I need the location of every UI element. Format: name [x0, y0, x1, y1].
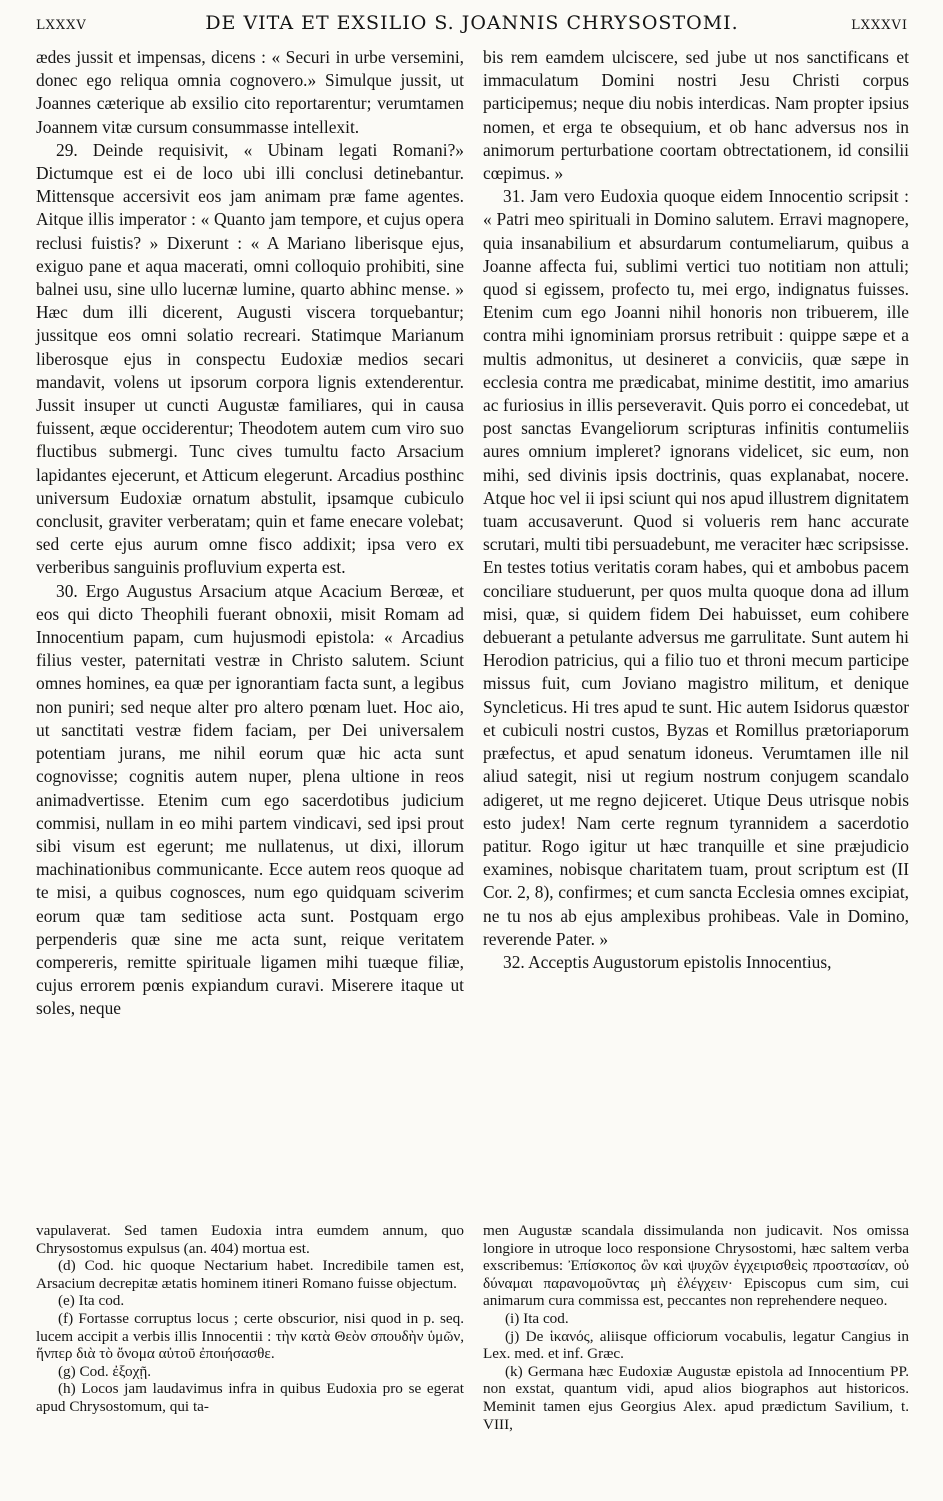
footnote-k: (k) Germana hæc Eudoxiæ Augustæ epistola ad Innocentium PP. non exstat, quantum vidi, apud alios biographos aut historicos. Meminit tamen ejus Georgius Alex. apud prædictum Savilium, t. VIII,: [483, 1362, 909, 1433]
paragraph-31: 31. Jam vero Eudoxia quoque eidem Innocentio scripsit : « Patri meo spirituali in Domino salutem. Erravi magnopere, quia insanabilium et absurdarum contumeliarum, quibus a Joanne affecta fui, sublimi vertici tuo notitiam non attuli; quod si egissem, profecto tu, mei ergo, indignatus fuisses. Etenim cum ego Joanni nihil honoris non tribuerem, ille contra mihi ignominiam prorsus retribuit : quippe sæpe et a multis admonitus, ut desineret a conviciis, quæ sæpe in ecclesia contra me prædicabat, minime destitit, imo amarius ac furiosius in illis perseveravit. Quis porro ei concedebat, ut post sanctas Evangeliorum scripturas infinitis contumeliis aures omnium impleret? ignorans videlicet, sic eum, non mihi, sed divinis ipsis doctrinis, quas explanabat, nocere. Atque hoc vel ii ipsi sciunt qui nos apud illustrem dignitatem tuam accusaverunt. Quod si volueris rem hanc accurate scrutari, multi tibi persuadebunt, me veraciter hæc scripsisse. En testes totius veritatis coram habes, qui et ambobus pacem conciliare studuerunt, per quos multa quoque dona ad illum misi, quæ, si quidem fidem Dei habuisset, eum cohibere debuerant a petulante adversus me garrulitate. Sunt autem hi Herodion patricius, qui a filio tuo et throni mecum participe missus fuit, cum Joviano magistro militum, et denique Syncleticus. Hi tres apud te sunt. Hic autem Isidorus quæstor et cubiculi nostri custos, Byzas et Romillus prætoriaporum præfectus, et apud senatum idoneus. Verumtamen ille nil aliud sategit, nisi ut regium nostrum conjugem scandalo adigeret, ut me regno dejiceret. Utique Deus utrisque nobis esto judex! Nam certe regnum tyrannidem a sacerdotio patitur. Rogo igitur ut hæc tranquille et sine præjudicio examines, nobisque charitatem tuam, prout scriptum est (II Cor. 2, 8), confirmes; et cum sancta Ecclesia omnes excipiat, ne tu nos ab ejus amplexibus prohibeas. Vale in Domino, reverende Pater. »: [483, 186, 909, 949]
paragraph-continued: ædes jussit et impensas, dicens : « Securi in urbe versemini, donec ego reliqua omnia cognovero.» Simulque jussit, ut Joannes cæterique ab exsilio cito reportarentur; verumtamen Joannem vitæ cursum consummasse intellexit.: [36, 47, 464, 137]
right-footnotes: [483, 1222, 909, 1433]
paragraph-32: 32. Acceptis Augustorum epistolis Innocentius,: [503, 951, 832, 972]
footnote-g: (g) Cod. ἐξοχῇ.: [58, 1362, 152, 1380]
paragraph-continued: bis rem eamdem ulciscere, sed jube ut nos sanctificans et immaculatum Domini nostri Jesu Christi corpus participemus; neque diu nobis interdicas. Nam propter ipsius nomen, et erga te obsequium, et ob hanc adversus nos in animorum perturbatione coortam obtrectationem, id consilii cœpimus. »: [483, 47, 909, 184]
footnote-f: (f) Fortasse corruptus locus ; certe obscurior, nisi quod in p. seq. lucem accipit a verbis illis Innocentii : τὴν κατὰ Θεὸν σπουδὴν ὑμῶν, ἥνπερ διὰ τὸ ὄνομα αὐτοῦ ἐποιήσασθε.: [36, 1309, 464, 1363]
running-header: [36, 8, 908, 46]
footnote-j: (j) De ἱκανός, aliisque officiorum vocabulis, legatur Cangius in Lex. med. et inf. Græc.: [483, 1327, 909, 1363]
footnote-continued: vapulaverat. Sed tamen Eudoxia intra eumdem annum, quo Chrysostomus expulsus (an. 404) mortua est.: [36, 1222, 464, 1257]
paragraph-29: 29. Deinde requisivit, « Ubinam legati Romani?» Dictumque est ei de loco ubi illi conclusi detinebantur. Mittensque accersivit eos jam animam præ fame agentes. Aitque illis imperator : « Quanto jam tempore, et cujus opera reclusi fuistis? » Dixerunt : « A Mariano liberisque ejus, exiguo pane et aqua macerati, omni colloquio prohibiti, sine balnei usu, sine ullo lucernæ lumine, quarto abhinc mense. » Hæc dum illi dicerent, Augusti viscera torquebantur; jussitque eos omni solatio recreari. Statimque Marianum liberosque ejus in conspectu Eudoxiæ medios secari mandavit, volens ut ipsorum corpora lignis extenderentur. Jussit insuper ut cuncti Augustæ familiares, qui in causa fuissent, æque occiderentur; Theodotem autem cum viro suo fluctibus submergi. Tunc cives tumultu facto Arsacium lapidantes ejecerunt, et Atticum elegerunt. Arcadius posthinc universum Eudoxiæ ornatum abstulit, ipsamque cubiculo conclusit, graviter verberatam; quin et fame enecare volebat; sed certe ejus aurum omne fisco addixit; ipsa vero ex verberibus sanguinis profluvium experta est.: [36, 139, 464, 578]
footnote-h: (h) Locos jam laudavimus infra in quibus Eudoxia pro se egerat apud Chrysostomum, qui ta-: [36, 1380, 464, 1415]
right-main-column: [483, 46, 909, 974]
footnote-i: (i) Ita cod.: [505, 1309, 569, 1327]
left-main-column: [36, 46, 464, 1021]
paragraph-30: 30. Ergo Augustus Arsacium atque Acacium Berœæ, et eos qui dicto Theophili fuerant obnoxii, misit Romam ad Innocentium papam, cum hujusmodi epistola: « Arcadius filius vester, paternitati vestræ in Christo salutem. Sciunt omnes homines, ea quæ per ignorantiam facta sunt, a legibus non puniri; sed neque alter pro altero pœnam luet. Hoc aio, ut sanctitati vestræ fidem faciam, per Dei universalem potentiam jurans, me nihil eorum quæ hic acta sunt cognovisse; cognitis autem nuper, plena ultione in reos animadvertisse. Etenim cum ego sacerdotibus judicium commisi, nullam in eo mihi partem vindicavi, sed ipsi prout sibi visum est egerunt; me nullatenus, ut dixi, illorum machinationibus communicante. Ecce autem reos quoque ad te misi, a quibus cognosces, num ego quidquam sciverim eorum quæ tam seditiose acta sunt. Postquam ergo perpenderis quæ sine me acta sunt, reique veritatem compereris, remitte spirituale ligamen mihi tuæque filiæ, cujus errorem pœnis expiandum curavi. Miserere itaque ut soles, neque: [36, 580, 464, 1019]
left-page-number: LXXXV: [36, 18, 87, 33]
footnote-e: (e) Ita cod.: [58, 1292, 125, 1310]
running-title: DE VITA ET EXSILIO S. JOANNIS CHRYSOSTOMI.: [205, 12, 739, 34]
right-page-number: LXXXVI: [851, 18, 908, 33]
footnote-continued: men Augustæ scandala dissimulanda non judicavit. Nos omissa longiore in utroque loco responsione Chrysostomi, hæc saltem verba exscribemus: Ἐπίσκοπος ὢν καὶ ψυχῶν ἐγχειρισθεὶς προστασίαν, οὐ δύναμαι παρανομοῦντας μὴ ἐλέγχειν· Episcopus cum sim, cui animarum cura commissa est, peccantes non reprehendere nequeo.: [483, 1222, 909, 1310]
left-footnotes: [36, 1222, 464, 1416]
footnote-d: (d) Cod. hic quoque Nectarium habet. Incredibile tamen est, Arsacium decrepitæ ætatis hominem itineri Romano fuisse objectum.: [36, 1257, 464, 1292]
